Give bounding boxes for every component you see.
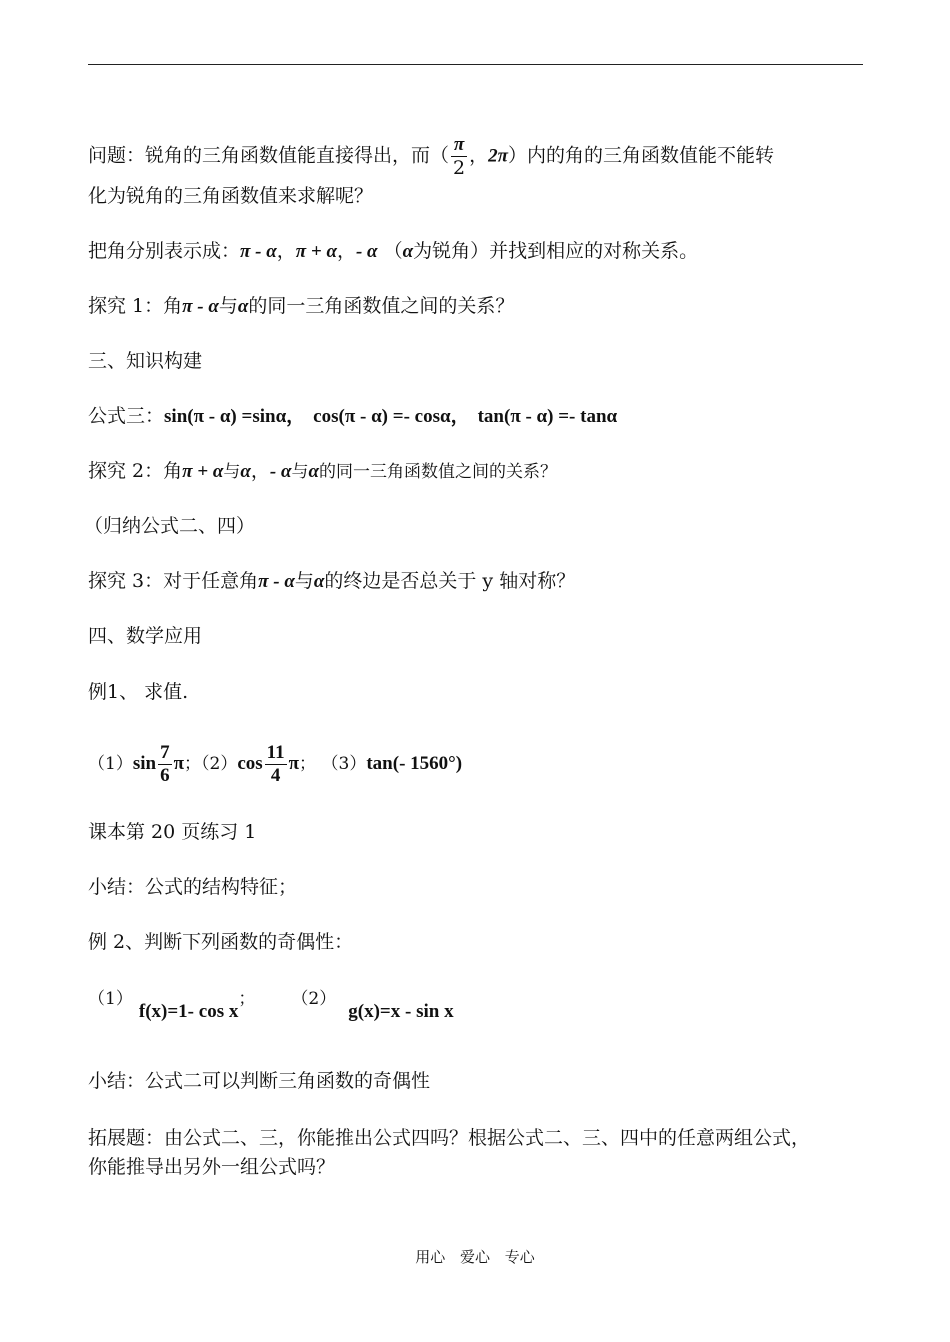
item-label-2: （2） xyxy=(201,754,238,774)
comma: ， xyxy=(276,240,296,262)
extension-line-2: 你能推导出另外一组公式吗？ xyxy=(88,1156,336,1178)
comma: ， xyxy=(336,240,356,262)
example-1-items xyxy=(88,738,462,789)
func-sin: sin xyxy=(132,753,157,774)
expr-alpha: α xyxy=(237,296,249,317)
frac-denominator: 6 xyxy=(160,764,170,786)
semicolon: ； xyxy=(238,989,256,1009)
explore-1-prefix: 探究 1：角 xyxy=(88,295,183,317)
explore-1 xyxy=(88,292,514,321)
func-cos: cos xyxy=(237,753,263,774)
function-f: f(x)=1- cos x xyxy=(138,1001,239,1022)
expr-pi-plus-alpha: π + α xyxy=(295,241,337,262)
word-and: 与 xyxy=(218,295,238,317)
formula-three xyxy=(88,402,617,431)
explore-3-prefix: 探究 3：对于任意角 xyxy=(88,570,259,592)
item-label-3: （3） xyxy=(330,754,367,774)
frac-numerator: 11 xyxy=(266,741,285,763)
expr-alpha: α xyxy=(240,461,251,482)
pi-symbol: π xyxy=(173,753,184,774)
problem-text-a: 问题：锐角的三角函数值能直接得出，而（ xyxy=(88,144,450,167)
example-2-items xyxy=(88,985,454,1022)
explore-2-suffix: 的同一三角函数值之间的关系？ xyxy=(319,462,557,482)
problem-line-2: 化为锐角的三角函数值来求解呢？ xyxy=(88,185,374,207)
summary-2: 小结：公式二可以判断三角函数的奇偶性 xyxy=(88,1070,431,1092)
frac-denominator: 4 xyxy=(270,764,281,786)
expr-alpha: α xyxy=(402,241,414,262)
comma: ， xyxy=(250,460,270,482)
extension-line-1: 拓展题：由公式二、三，你能推出公式四吗？根据公式二、三、四中的任意两组公式， xyxy=(88,1127,811,1149)
example-2-heading: 例 2、判断下列函数的奇偶性： xyxy=(88,931,354,953)
page-footer: 用心 爱心 专心 xyxy=(415,1248,535,1266)
pi-symbol: π xyxy=(288,753,300,774)
example-1-heading: 例1、 求值. xyxy=(88,681,189,703)
frac-numerator: π xyxy=(451,134,467,157)
split-prefix: 把角分别表示成： xyxy=(88,240,241,262)
problem-text-b: ）内的角的三角函数值能不能转 xyxy=(508,144,775,167)
explore-1-suffix: 的同一三角函数值之间的关系？ xyxy=(248,295,515,317)
formula-cos: cos(π - α) =- cosα， xyxy=(313,406,470,427)
induce-note: （归纳公式二、四） xyxy=(84,515,256,537)
item-label-2: （2） xyxy=(291,989,337,1009)
semicolon: ； xyxy=(184,754,201,774)
word-and: 与 xyxy=(291,462,309,482)
split-angle-line xyxy=(88,237,698,266)
fraction-11-4 xyxy=(265,742,287,787)
expr-pi-minus-alpha: π - α xyxy=(258,571,295,592)
func-tan-expression: tan(- 1560°) xyxy=(366,753,463,774)
two-pi: 2π xyxy=(488,145,508,167)
textbook-exercise: 课本第 20 页练习 1 xyxy=(88,821,257,843)
frac-denominator: 2 xyxy=(453,157,466,179)
problem-line-1 xyxy=(88,134,774,179)
frac-numerator: 7 xyxy=(160,741,170,763)
expr-pi-plus-alpha: π + α xyxy=(182,461,224,482)
expr-alpha: α xyxy=(308,461,319,482)
word-and: 与 xyxy=(294,570,314,592)
summary-1: 小结：公式的结构特征； xyxy=(88,876,298,898)
semicolon: ； xyxy=(299,754,317,774)
pi-over-2-fraction xyxy=(451,134,467,179)
explore-3-suffix: 的终边是否总关于 y 轴对称？ xyxy=(324,570,576,592)
formula-sin: sin(π - α) =sinα， xyxy=(164,406,306,427)
expr-minus-alpha: - α xyxy=(355,241,378,262)
formula-tan: tan(π - α) =- tanα xyxy=(477,406,618,427)
section-3-heading: 三、知识构建 xyxy=(88,350,203,372)
header-rule xyxy=(88,64,863,65)
fraction-7-6 xyxy=(158,742,172,787)
item-label-1: （1） xyxy=(88,989,133,1009)
paren-open: （ xyxy=(383,240,403,262)
split-suffix: 为锐角）并找到相应的对称关系。 xyxy=(413,240,699,262)
explore-2-prefix: 探究 2：角 xyxy=(88,460,183,482)
expr-pi-minus-alpha: π - α xyxy=(182,296,219,317)
expr-alpha: α xyxy=(313,571,325,592)
problem-comma: ， xyxy=(469,144,489,167)
function-g: g(x)=x - sin x xyxy=(348,1001,454,1022)
explore-2 xyxy=(88,457,557,486)
explore-3 xyxy=(88,567,575,596)
section-4-heading: 四、数学应用 xyxy=(88,625,203,647)
expr-minus-alpha: - α xyxy=(269,461,292,482)
formula-three-prefix: 公式三： xyxy=(88,405,165,427)
expr-pi-minus-alpha: π - α xyxy=(240,241,277,262)
word-and: 与 xyxy=(223,462,241,482)
item-label-1: （1） xyxy=(88,754,133,774)
